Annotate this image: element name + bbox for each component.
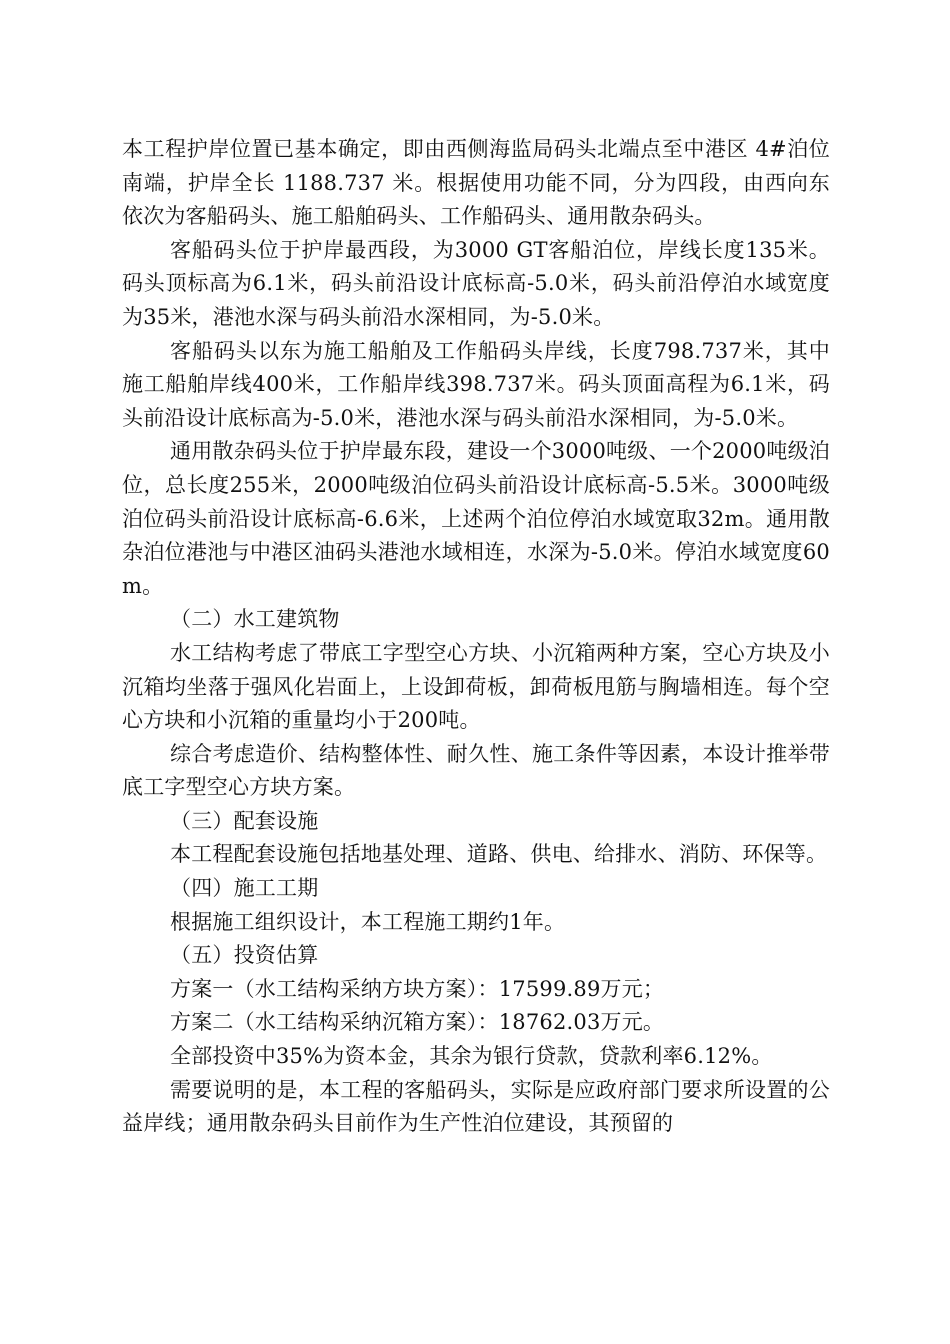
paragraph-supporting-facilities: 本工程配套设施包括地基处理、道路、供电、给排水、消防、环保等。 bbox=[170, 842, 828, 867]
paragraph-general-cargo-wharf: 通用散杂码头位于护岸最东段，建设一个3000吨级、一个2000吨级泊位，总长度255米，2000吨级泊位码头前沿设计底标高-5.5米。3000吨级泊位码头前沿设计底标高-6.6米，上述两个泊位停泊水域宽取32m。通用散杂泊位港池与中港区油码头港池水域相连，水深为-5.0米。停泊水域宽度60m。 bbox=[122, 439, 830, 598]
section-heading-hydraulic-structures: （二）水工建筑物 bbox=[170, 607, 340, 632]
paragraph-option-two-cost: 方案二（水工结构采纳沉箱方案）：18762.03万元。 bbox=[170, 1010, 665, 1035]
paragraph-note: 需要说明的是，本工程的客船码头，实际是应政府部门要求所设置的公益岸线；通用散杂码头目前作为生产性泊位建设，其预留的 bbox=[122, 1077, 830, 1136]
paragraph-construction-period: 根据施工组织设计，本工程施工期约1年。 bbox=[170, 909, 566, 934]
section-heading-supporting-facilities: （三）配套设施 bbox=[170, 808, 319, 833]
paragraph-work-ship-wharf: 客船码头以东为施工船舶及工作船码头岸线，长度798.737米，其中施工船舶岸线400米，工作船岸线398.737米。码头顶面高程为6.1米，码头前沿设计底标高为-5.0米，港池水深与码头前沿水深相同，为-5.0米。 bbox=[122, 338, 830, 430]
paragraph-passenger-wharf: 客船码头位于护岸最西段，为3000 GT客船泊位，岸线长度135米。码头顶标高为6.1米，码头前沿设计底标高-5.0米，码头前沿停泊水域宽度为35米，港池水深与码头前沿水深相同，为-5.0米。 bbox=[122, 237, 830, 329]
paragraph-financing: 全部投资中35%为资本金，其余为银行贷款，贷款利率6.12%。 bbox=[170, 1044, 773, 1069]
document-body bbox=[122, 133, 830, 1141]
section-heading-construction-period: （四）施工工期 bbox=[170, 876, 319, 901]
paragraph-structure-options: 水工结构考虑了带底工字型空心方块、小沉箱两种方案，空心方块及小沉箱均坐落于强风化岩面上，上设卸荷板，卸荷板甩筋与胸墙相连。每个空心方块和小沉箱的重量均小于200吨。 bbox=[122, 640, 830, 733]
paragraph-option-one-cost: 方案一（水工结构采纳方块方案）：17599.89万元； bbox=[170, 976, 665, 1001]
section-heading-investment-estimate: （五）投资估算 bbox=[170, 943, 319, 968]
paragraph-design-recommendation: 综合考虑造价、结构整体性、耐久性、施工条件等因素，本设计推举带底工字型空心方块方案。 bbox=[122, 741, 830, 800]
paragraph-scope: 本工程护岸位置已基本确定，即由西侧海监局码头北端点至中港区 4#泊位南端，护岸全长 1188.737 米。根据使用功能不同，分为四段，由西向东依次为客船码头、施工船舶码头、工作船码头、通用散杂码头。 bbox=[122, 137, 830, 229]
